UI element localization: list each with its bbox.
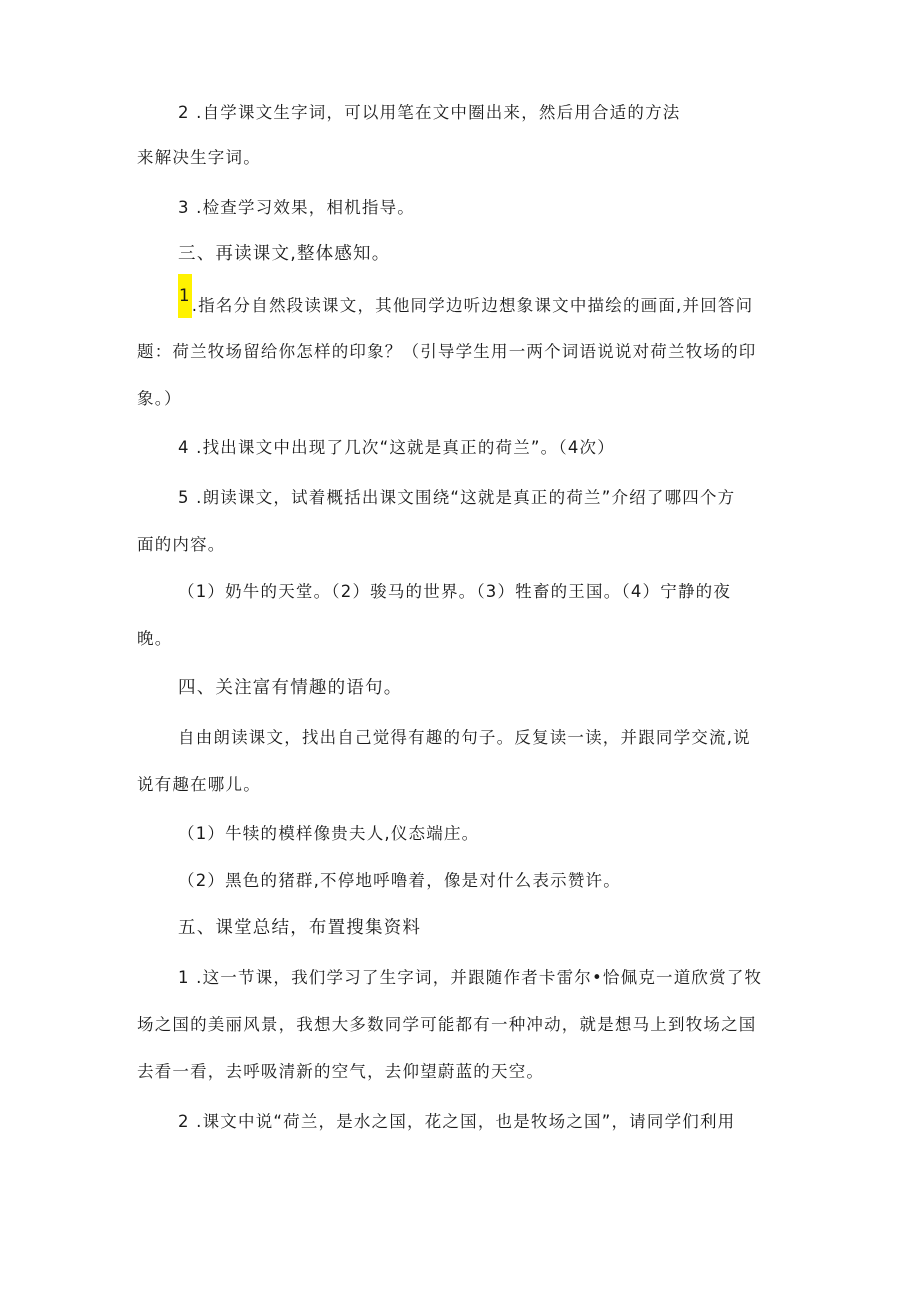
para-highlighted-line-1 bbox=[178, 286, 754, 318]
heading-section-3: 三、再读课文,整体感知。 bbox=[178, 244, 391, 264]
para-free-reading-line-1: 自由朗读课文，找出自己觉得有趣的句子。反复读一读，并跟同学交流,说 bbox=[178, 728, 751, 747]
para-5-line-1: 5 .朗读课文，试着概括出课文围绕“这就是真正的荷兰”介绍了哪四个方 bbox=[178, 488, 736, 507]
summary-para-1-line-1: 1 .这一节课，我们学习了生字词，并跟随作者卡雷尔•恰佩克一道欣赏了牧 bbox=[178, 968, 763, 987]
para-4: 4 .找出课文中出现了几次“这就是真正的荷兰”。（4次） bbox=[178, 438, 615, 457]
summary-para-1-line-3: 去看一看，去呼吸清新的空气，去仰望蔚蓝的天空。 bbox=[137, 1062, 545, 1081]
para-2-line-2: 来解决生字词。 bbox=[137, 148, 261, 167]
example-sentence-1: （1）牛犊的模样像贵夫人,仪态端庄。 bbox=[178, 824, 480, 843]
para-highlighted-line-3: 象。） bbox=[137, 389, 182, 408]
para-highlighted-text: .指名分自然段读课文，其他同学边听边想象课文中描绘的画面,并回答问 bbox=[191, 296, 754, 315]
para-highlighted-line-2: 题：荷兰牧场留给你怎样的印象？（引导学生用一两个词语说说对荷兰牧场的印 bbox=[137, 342, 757, 361]
summary-para-2-line-1: 2 .课文中说“荷兰，是水之国，花之国，也是牧场之国”，请同学们利用 bbox=[178, 1112, 736, 1131]
heading-section-4: 四、关注富有情趣的语句。 bbox=[178, 678, 403, 698]
para-2-line-1: 2 .自学课文生字词，可以用笔在文中圈出来，然后用合适的方法 bbox=[178, 103, 681, 122]
para-3: 3 .检查学习效果，相机指导。 bbox=[178, 198, 415, 217]
highlighted-number: 1 bbox=[178, 274, 192, 318]
list-four-aspects-line-2: 晚。 bbox=[137, 629, 173, 648]
para-5-line-2: 面的内容。 bbox=[137, 535, 226, 554]
heading-section-5: 五、课堂总结，布置搜集资料 bbox=[178, 918, 422, 938]
summary-para-1-line-2: 场之国的美丽风景，我想大多数同学可能都有一种冲动，就是想马上到牧场之国 bbox=[137, 1015, 757, 1034]
list-four-aspects-line-1: （1）奶牛的天堂。（2）骏马的世界。（3）牲畜的王国。（4）宁静的夜 bbox=[178, 582, 732, 601]
example-sentence-2: （2）黑色的猪群,不停地呼噜着，像是对什么表示赞许。 bbox=[178, 871, 621, 890]
para-free-reading-line-2: 说有趣在哪儿。 bbox=[137, 775, 261, 794]
